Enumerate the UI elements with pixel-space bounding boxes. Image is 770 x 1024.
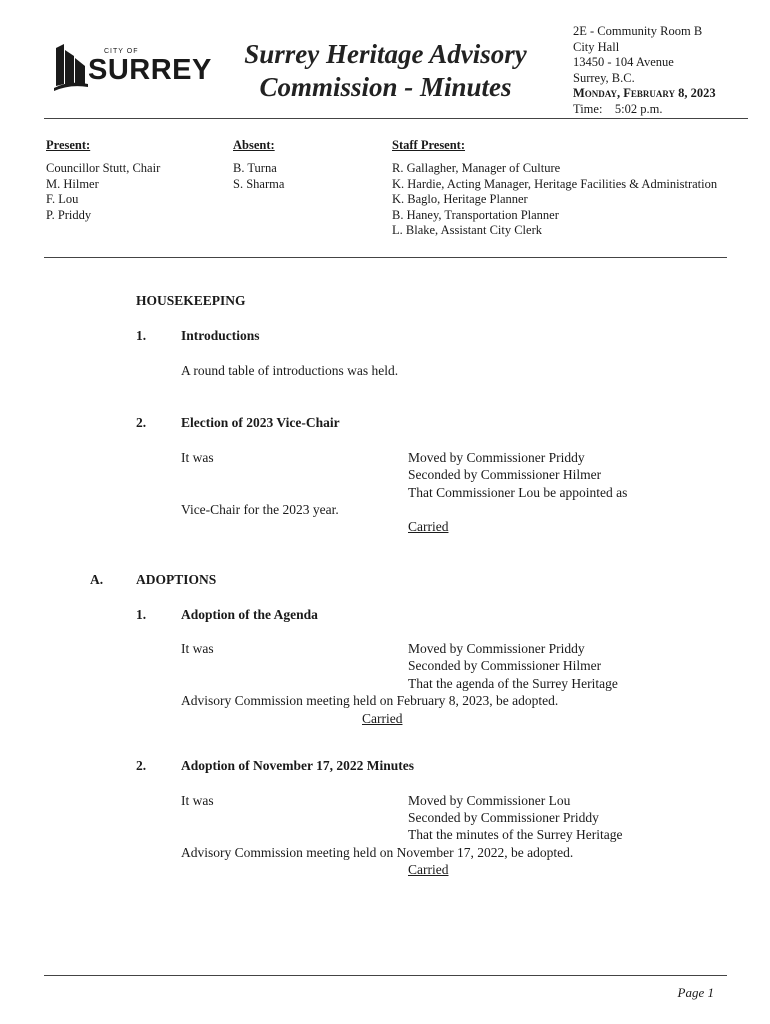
seconded-by: Seconded by Commissioner Hilmer: [408, 467, 602, 482]
present-heading: Present:: [46, 138, 91, 152]
motion-text: That the agenda of the Surrey Heritage: [408, 676, 618, 691]
location-line: 2E - Community Room B: [573, 24, 703, 38]
section-letter: A.: [90, 572, 104, 587]
motion-result: Carried: [408, 519, 449, 534]
location-line: City Hall: [573, 39, 620, 54]
staff-heading: Staff Present:: [392, 138, 466, 152]
present-member: M. Hilmer: [46, 176, 99, 191]
attendance-divider: [44, 257, 727, 258]
staff-list: [392, 161, 717, 239]
motion-text-cont: Advisory Commission meeting held on November 17, 2022, be adopted.: [181, 845, 574, 860]
item-title: Election of 2023 Vice-Chair: [181, 415, 340, 430]
present-list: [46, 161, 160, 223]
title-line-1: Surrey Heritage Advisory: [244, 39, 527, 69]
meeting-time: [573, 102, 716, 118]
moved-by: Moved by Commissioner Priddy: [408, 641, 585, 656]
present-member: F. Lou: [46, 192, 79, 207]
title-line-2: Commission - Minutes: [259, 72, 512, 102]
absent-member: S. Sharma: [233, 176, 285, 191]
location-line: 13450 - 104 Avenue: [573, 55, 674, 70]
staff-member: R. Gallagher, Manager of Culture: [392, 161, 561, 175]
it-was-label: It was: [181, 641, 214, 656]
it-was-label: It was: [181, 450, 214, 465]
present-member: P. Priddy: [46, 207, 92, 222]
staff-member: L. Blake, Assistant City Clerk: [392, 223, 542, 238]
item-number: 2.: [136, 415, 147, 430]
present-member: Councillor Stutt, Chair: [46, 161, 161, 175]
item-number: 2.: [136, 758, 147, 773]
absent-heading: Absent:: [233, 138, 275, 152]
moved-by: Moved by Commissioner Priddy: [408, 450, 585, 465]
absent-member: B. Turna: [233, 161, 277, 175]
meeting-date: Monday, February 8, 2023: [573, 86, 716, 101]
time-label: Time:: [573, 101, 603, 116]
item-title: Introductions: [181, 328, 260, 343]
item-title: Adoption of November 17, 2022 Minutes: [181, 758, 415, 773]
header-divider: [44, 118, 748, 119]
logo-text: SURREY: [88, 54, 212, 86]
motion-result: Carried: [408, 862, 449, 877]
absent-list: [233, 161, 284, 192]
housekeeping-heading: HOUSEKEEPING: [136, 293, 246, 308]
seconded-by: Seconded by Commissioner Hilmer: [408, 658, 602, 673]
city-of-surrey-logo: [52, 40, 212, 92]
location-line: Surrey, B.C.: [573, 70, 635, 85]
staff-member: B. Haney, Transportation Planner: [392, 207, 559, 222]
time-value: 5:02 p.m.: [614, 101, 663, 116]
item-number: 1.: [136, 328, 147, 343]
motion-result: Carried: [362, 711, 403, 726]
motion-text-cont: Advisory Commission meeting held on February 8, 2023, be adopted.: [181, 693, 559, 708]
logo-small-text: CITY OF: [104, 48, 139, 55]
item-title: Adoption of the Agenda: [181, 607, 318, 622]
footer-divider: [44, 975, 727, 976]
motion-text-cont: Vice-Chair for the 2023 year.: [181, 502, 339, 517]
motion-text: That Commissioner Lou be appointed as: [408, 485, 628, 500]
page-number: Page 1: [677, 985, 714, 1000]
meeting-location: [573, 24, 716, 118]
seconded-by: Seconded by Commissioner Priddy: [408, 810, 599, 825]
staff-member: K. Hardie, Acting Manager, Heritage Facilities & Administration: [392, 176, 718, 191]
adoptions-heading: ADOPTIONS: [136, 572, 217, 587]
item-number: 1.: [136, 607, 147, 622]
page-title: [228, 38, 543, 104]
moved-by: Moved by Commissioner Lou: [408, 793, 571, 808]
item-body: A round table of introductions was held.: [181, 363, 399, 378]
motion-text: That the minutes of the Surrey Heritage: [408, 827, 623, 842]
it-was-label: It was: [181, 793, 214, 808]
staff-member: K. Baglo, Heritage Planner: [392, 192, 528, 207]
